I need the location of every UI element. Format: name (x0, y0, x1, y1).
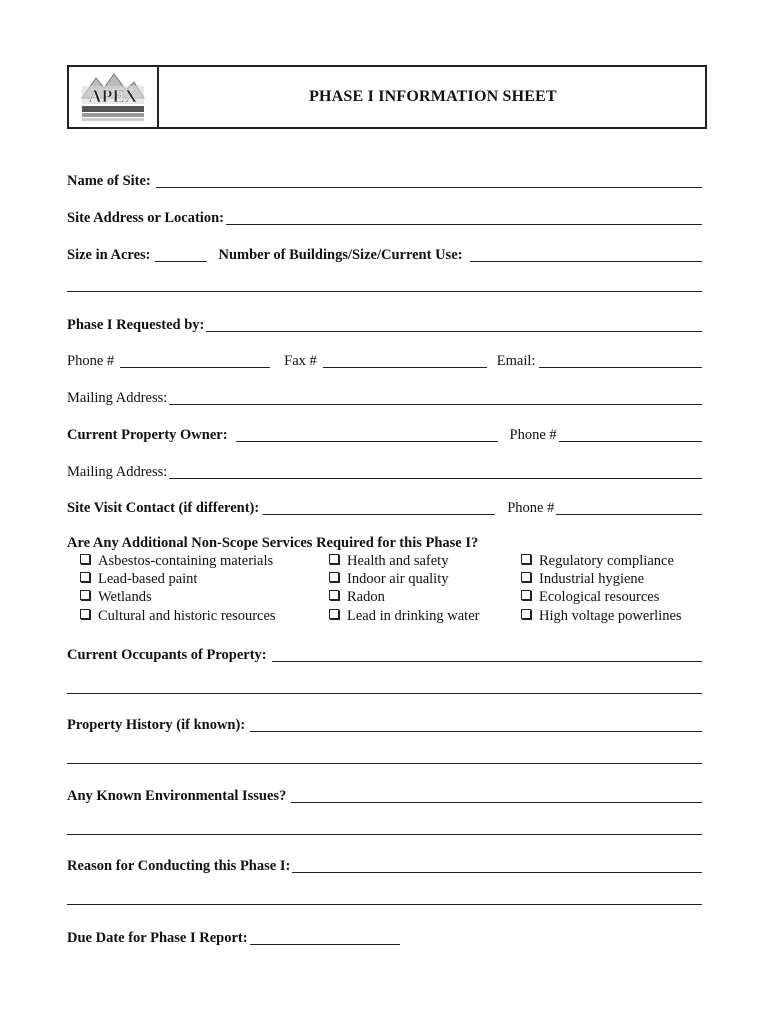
owner-mailing-row (67, 461, 702, 481)
env-issues-label: Any Known Environmental Issues? (67, 788, 287, 804)
size-in-acres-label: Size in Acres: (67, 247, 151, 263)
checkbox-powerlines[interactable] (521, 608, 682, 625)
fax-label: Fax # (284, 353, 317, 369)
site-visit-contact-label: Site Visit Contact (if different): (67, 500, 260, 516)
num-buildings-label: Number of Buildings/Size/Current Use: (218, 247, 463, 263)
mailing-address-row (67, 387, 702, 407)
page-title: PHASE I INFORMATION SHEET (309, 88, 557, 105)
requested-by-label: Phase I Requested by: (67, 317, 205, 333)
owner-mailing-address-label: Mailing Address: (67, 464, 168, 480)
email-label: Email: (496, 353, 536, 369)
contact-phone-field[interactable] (556, 500, 702, 515)
requested-by-field[interactable] (206, 317, 702, 332)
owner-phone-label: Phone # (509, 427, 557, 443)
checkbox-icon[interactable] (521, 609, 531, 619)
num-buildings-field[interactable] (470, 247, 702, 262)
due-date-label: Due Date for Phase I Report: (67, 930, 248, 946)
checkbox-ecological[interactable] (521, 589, 659, 606)
checkbox-health-safety[interactable] (329, 553, 448, 570)
checkbox-label: Health and safety (347, 553, 449, 569)
email-field[interactable] (539, 353, 702, 368)
name-of-site-field[interactable] (156, 173, 702, 188)
history-row (67, 714, 702, 734)
site-address-row (67, 207, 702, 227)
checkbox-lead-paint[interactable] (80, 571, 197, 588)
mailing-address-field[interactable] (169, 390, 702, 405)
due-date-row (67, 927, 702, 947)
due-date-field[interactable] (250, 930, 400, 945)
size-in-acres-field[interactable] (155, 247, 207, 262)
site-visit-row (67, 497, 702, 517)
checkbox-lead-water[interactable] (329, 608, 479, 625)
checkbox-label: Wetlands (98, 589, 152, 605)
site-address-field[interactable] (226, 210, 702, 225)
checkbox-icon[interactable] (329, 590, 339, 600)
checkbox-label: Ecological resources (539, 589, 660, 605)
services-question: Are Any Additional Non-Scope Services Required for this Phase I? (67, 535, 479, 551)
env-issues-field-line2[interactable] (67, 820, 702, 835)
phone-field[interactable] (120, 353, 270, 368)
requested-by-row (67, 314, 702, 334)
checkbox-icon[interactable] (521, 554, 531, 564)
checkbox-label: Indoor air quality (347, 571, 449, 587)
checkbox-indoor-air[interactable] (329, 571, 448, 588)
site-address-label: Site Address or Location: (67, 210, 224, 226)
num-buildings-field-line2[interactable] (67, 277, 702, 292)
checkbox-icon[interactable] (521, 590, 531, 600)
checkbox-label: Asbestos-containing materials (98, 553, 274, 569)
checkbox-regulatory[interactable] (521, 553, 674, 570)
checkbox-label: Lead in drinking water (347, 608, 480, 624)
history-label: Property History (if known): (67, 717, 246, 733)
checkbox-asbestos[interactable] (80, 553, 273, 570)
checkbox-icon[interactable] (80, 609, 90, 619)
size-row (67, 244, 702, 264)
phone-label: Phone # (67, 353, 115, 369)
history-field[interactable] (250, 717, 702, 732)
checkbox-label: Industrial hygiene (539, 571, 645, 587)
occupants-row (67, 644, 702, 664)
contact-row (67, 350, 702, 370)
checkbox-icon[interactable] (80, 590, 90, 600)
site-visit-contact-field[interactable] (263, 500, 495, 515)
header-box (67, 65, 707, 129)
mailing-address-label: Mailing Address: (67, 390, 168, 406)
logo-cell (69, 67, 159, 127)
checkbox-icon[interactable] (329, 554, 339, 564)
reason-row (67, 855, 702, 875)
checkbox-radon[interactable] (329, 589, 385, 606)
checkbox-icon[interactable] (80, 572, 90, 582)
occupants-field-line2[interactable] (67, 679, 702, 694)
contact-phone-label: Phone # (507, 500, 555, 516)
checkbox-icon[interactable] (521, 572, 531, 582)
checkbox-cultural[interactable] (80, 608, 276, 625)
occupants-field[interactable] (272, 647, 702, 662)
owner-phone-field[interactable] (559, 427, 702, 442)
current-owner-field[interactable] (236, 427, 498, 442)
name-of-site-row (67, 170, 702, 190)
checkbox-label: High voltage powerlines (539, 608, 682, 624)
logo-text: APEX (88, 86, 138, 106)
checkbox-icon[interactable] (80, 554, 90, 564)
owner-row (67, 424, 702, 444)
history-field-line2[interactable] (67, 749, 702, 764)
name-of-site-label: Name of Site: (67, 173, 151, 189)
current-owner-label: Current Property Owner: (67, 427, 228, 443)
reason-label: Reason for Conducting this Phase I: (67, 858, 291, 874)
checkbox-label: Regulatory compliance (539, 553, 674, 569)
checkbox-label: Cultural and historic resources (98, 608, 276, 624)
checkbox-industrial-hygiene[interactable] (521, 571, 644, 588)
env-issues-row (67, 785, 702, 805)
occupants-label: Current Occupants of Property: (67, 647, 267, 663)
checkbox-label: Lead-based paint (98, 571, 198, 587)
apex-logo-icon (70, 68, 156, 128)
checkbox-label: Radon (347, 589, 385, 605)
env-issues-field[interactable] (291, 788, 702, 803)
checkbox-wetlands[interactable] (80, 589, 152, 606)
reason-field-line2[interactable] (67, 890, 702, 905)
checkbox-icon[interactable] (329, 572, 339, 582)
fax-field[interactable] (323, 353, 487, 368)
reason-field[interactable] (292, 858, 702, 873)
checkbox-icon[interactable] (329, 609, 339, 619)
owner-mailing-address-field[interactable] (169, 464, 702, 479)
